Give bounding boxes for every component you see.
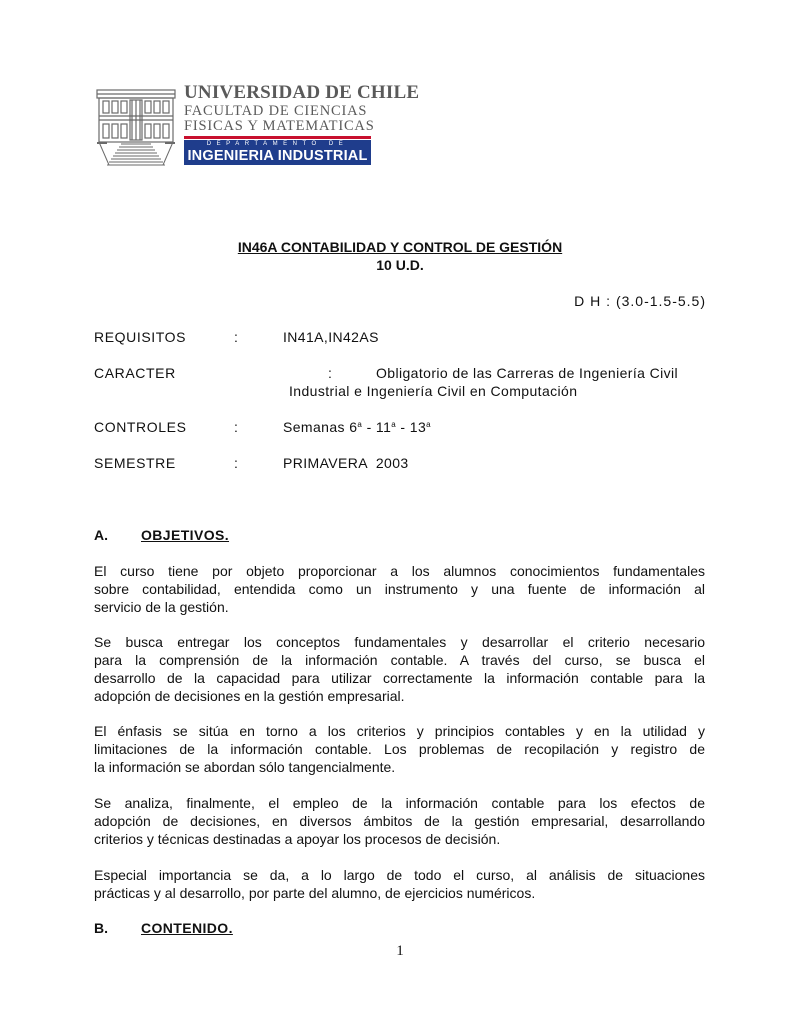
paragraph-line: limitaciones de la información contable. Los problemas de recopilación y registro de [94,741,705,757]
caracter-label: CARACTER [94,365,176,381]
caracter-value-line-1: Obligatorio de las Carreras de Ingeniería Civil [376,365,679,381]
paragraph-line: desarrollo de la capacidad para utilizar correctamente la información contable para la [94,670,705,686]
paragraph-line: El énfasis se sitúa en torno a los criterios y principios contables y en la utilidad y [94,723,705,739]
requisitos-label: REQUISITOS [94,329,187,345]
section-a-title: OBJETIVOS. [141,527,230,543]
faculty-line-2: FISICAS Y MATEMATICAS [184,118,375,134]
section-b-title: CONTENIDO. [141,920,233,936]
paragraph-line: sobre contabilidad, entendida como un instrumento y una fuente de información al [94,581,705,597]
objectives-paragraph [94,722,705,776]
department-name: INGENIERIA INDUSTRIAL [187,148,368,164]
requisitos-value: IN41A,IN42AS [283,329,379,345]
section-b-letter: B. [94,920,108,936]
faculty-line-1: FACULTAD DE CIENCIAS [184,103,368,119]
paragraph-line: prácticas y al desarrollo, por parte del alumno, de ejercicios numéricos. [94,885,536,901]
paragraph-line: Se busca entregar los conceptos fundamentales y desarrollar el criterio necesario [94,634,705,650]
controles-value: Semanas 6$^a$ - 11$^a$ - 13$^a$ [283,419,431,435]
section-a-letter: A. [94,527,108,543]
paragraph-line: la información se abordan sólo tangencialmente. [94,759,396,775]
requisitos-separator: : [234,329,238,345]
objectives-paragraph [94,562,705,616]
controles-separator: : [234,419,238,435]
objectives-paragraph [94,794,705,848]
university-name: UNIVERSIDAD DE CHILE [184,82,420,103]
paragraph-line: adopción de decisiones en la gestión empresarial. [94,688,405,704]
controles-label: CONTROLES [94,419,187,435]
paragraph-line: servicio de la gestión. [94,599,229,615]
logo-red-divider [184,136,371,139]
paragraph-line: para la comprensión de la información contable. A través del curso, se busca el [94,652,705,668]
semestre-value: PRIMAVERA 2003 [283,455,409,471]
semestre-label: SEMESTRE [94,455,176,471]
objectives-paragraph [94,866,705,902]
paragraph-line: criterios y técnicas destinadas a apoyar los procesos de decisión. [94,831,501,847]
department-label: DEPARTAMENTO DE [206,141,349,147]
paragraph-line: Especial importancia se da, a lo largo de todo el curso, al análisis de situaciones [94,867,705,883]
hours-distribution: D H : (3.0-1.5-5.5) [574,293,706,309]
caracter-separator: : [328,365,332,381]
department-banner [184,140,371,165]
semestre-separator: : [234,455,238,471]
caracter-value-line-2: Industrial e Ingeniería Civil en Computación [289,383,578,399]
university-building-icon [95,86,177,166]
paragraph-line: adopción de decisiones, en diversos ámbitos de la gestión empresarial, desarrollando [94,813,705,829]
university-logo [95,82,420,166]
objectives-paragraph [94,633,705,705]
course-title: IN46A CONTABILIDAD Y CONTROL DE GESTIÓN [237,239,563,255]
course-units: 10 U.D. [376,257,424,273]
paragraph-line: El curso tiene por objeto proporcionar a los alumnos conocimientos fundamentales [94,563,705,579]
paragraph-line: Se analiza, finalmente, el empleo de la información contable para los efectos de [94,795,705,811]
page-number: 1 [396,943,404,959]
